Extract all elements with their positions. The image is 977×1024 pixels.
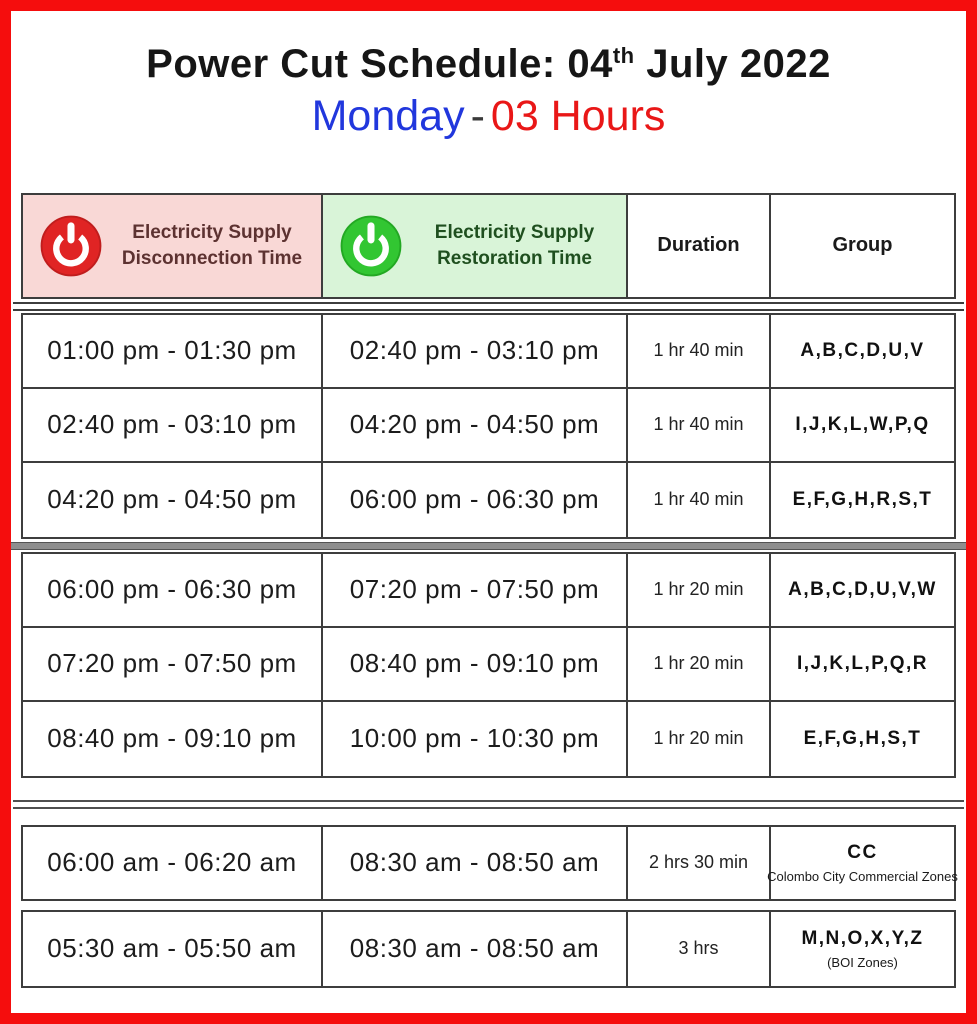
group-cell: [767, 827, 958, 899]
disconnection-time: 06:00 am - 06:20 am: [47, 847, 297, 878]
disconnection-time: 08:40 pm - 09:10 pm: [47, 723, 297, 754]
duration-value: 3 hrs: [678, 938, 719, 959]
restoration-time: 04:20 pm - 04:50 pm: [349, 409, 600, 440]
group-cell: [771, 315, 954, 389]
restoration-time-cell: [323, 554, 628, 628]
restoration-header-cell: [323, 195, 628, 297]
duration-cell: [628, 702, 771, 776]
section-separator-bar: [11, 542, 966, 550]
duration-header-label: Duration: [657, 234, 740, 257]
disconnection-time-cell: [23, 315, 323, 389]
group-value: E,F,G,H,R,S,T: [792, 488, 933, 510]
disconnection-time-cell: [23, 827, 323, 899]
title-text: Power Cut Schedule: 04: [146, 42, 613, 86]
disconnection-time: 05:30 am - 05:50 am: [47, 933, 297, 964]
duration-value: 1 hr 20 min: [653, 728, 744, 749]
disconnection-header-label: Electricity Supply Disconnection Time: [121, 221, 303, 269]
restoration-time-cell: [323, 702, 628, 776]
page-title: [11, 41, 966, 87]
duration-cell: [628, 389, 771, 463]
title-suffix: July 2022: [634, 42, 831, 86]
group-value: A,B,C,D,U,V: [800, 339, 925, 361]
restoration-time: 08:30 am - 08:50 am: [349, 847, 600, 878]
subtitle-dash: -: [470, 92, 485, 140]
disconnection-time-cell: [23, 554, 323, 628]
duration-cell: [628, 628, 771, 702]
bottom-section-separator: [13, 800, 964, 809]
duration-cell: [628, 554, 771, 628]
restoration-time: 10:00 pm - 10:30 pm: [349, 723, 600, 754]
disconnection-time-cell: [23, 463, 323, 537]
group-header-label: Group: [832, 234, 893, 257]
duration-value: 1 hr 40 min: [653, 414, 744, 435]
group-cell: [771, 463, 954, 537]
restoration-header-label: Electricity Supply Restoration Time: [434, 221, 595, 269]
group-value: A,B,C,D,U,V,W: [788, 578, 937, 600]
duration-cell: [628, 912, 771, 986]
group-value: I,J,K,L,W,P,Q: [795, 413, 930, 435]
disconnection-time: 01:00 pm - 01:30 pm: [47, 335, 297, 366]
group-value: I,J,K,L,P,Q,R: [796, 652, 929, 674]
schedule-row: [23, 315, 954, 389]
restoration-time: 08:40 pm - 09:10 pm: [349, 648, 600, 679]
schedule-row: [23, 628, 954, 702]
disconnection-header-cell: [23, 195, 323, 297]
restoration-time: 08:30 am - 08:50 am: [349, 933, 600, 964]
outage-hours-label: 03 Hours: [490, 92, 666, 140]
group-cell: [771, 912, 954, 986]
title-ordinal: th: [612, 43, 635, 68]
schedule-row: [23, 554, 954, 628]
restoration-time-cell: [323, 912, 628, 986]
schedule-row: [23, 389, 954, 463]
page-subtitle: [11, 91, 966, 143]
schedule-row: [23, 463, 954, 537]
group-cell: [771, 389, 954, 463]
group-value: E,F,G,H,S,T: [803, 727, 922, 749]
day-label: Monday: [311, 92, 465, 140]
group-cell: [771, 702, 954, 776]
duration-cell: [628, 315, 771, 389]
duration-value: 2 hrs 30 min: [648, 852, 749, 873]
restoration-time: 06:00 pm - 06:30 pm: [349, 484, 600, 515]
schedule-row-boi: [21, 910, 956, 988]
schedule-table-header: [21, 193, 956, 299]
restoration-time: 02:40 pm - 03:10 pm: [349, 335, 600, 366]
group-cell: [771, 554, 954, 628]
restoration-time: 07:20 pm - 07:50 pm: [349, 574, 600, 605]
group-note: Colombo City Commercial Zones: [767, 868, 958, 884]
disconnection-time: 02:40 pm - 03:10 pm: [47, 409, 297, 440]
power-on-icon: [339, 214, 403, 278]
duration-value: 1 hr 20 min: [653, 579, 744, 600]
duration-header-cell: [628, 195, 771, 297]
restoration-time-cell: [323, 463, 628, 537]
group-value: M,N,O,X,Y,Z: [801, 927, 924, 949]
restoration-time-cell: [323, 628, 628, 702]
disconnection-time: 06:00 pm - 06:30 pm: [47, 574, 297, 605]
duration-cell: [628, 463, 771, 537]
duration-value: 1 hr 40 min: [653, 489, 744, 510]
power-off-icon: [39, 214, 103, 278]
header-body-separator: [13, 302, 964, 311]
duration-value: 1 hr 40 min: [653, 340, 744, 361]
group-header-cell: [771, 195, 954, 297]
duration-cell: [628, 827, 771, 899]
disconnection-time-cell: [23, 628, 323, 702]
disconnection-time-cell: [23, 702, 323, 776]
group-note: (BOI Zones): [827, 954, 898, 970]
disconnection-time: 07:20 pm - 07:50 pm: [47, 648, 297, 679]
disconnection-time: 04:20 pm - 04:50 pm: [47, 484, 297, 515]
title-area: [11, 11, 966, 143]
group-cell: [771, 628, 954, 702]
restoration-time-cell: [323, 827, 628, 899]
group-value: CC: [847, 841, 878, 863]
restoration-time-cell: [323, 315, 628, 389]
schedule-row-commercial: [21, 825, 956, 901]
schedule-row: [23, 702, 954, 776]
disconnection-time-cell: [23, 389, 323, 463]
schedule-rows-evening: [21, 552, 956, 778]
restoration-time-cell: [323, 389, 628, 463]
disconnection-time-cell: [23, 912, 323, 986]
duration-value: 1 hr 20 min: [653, 653, 744, 674]
schedule-rows-afternoon: [21, 313, 956, 539]
